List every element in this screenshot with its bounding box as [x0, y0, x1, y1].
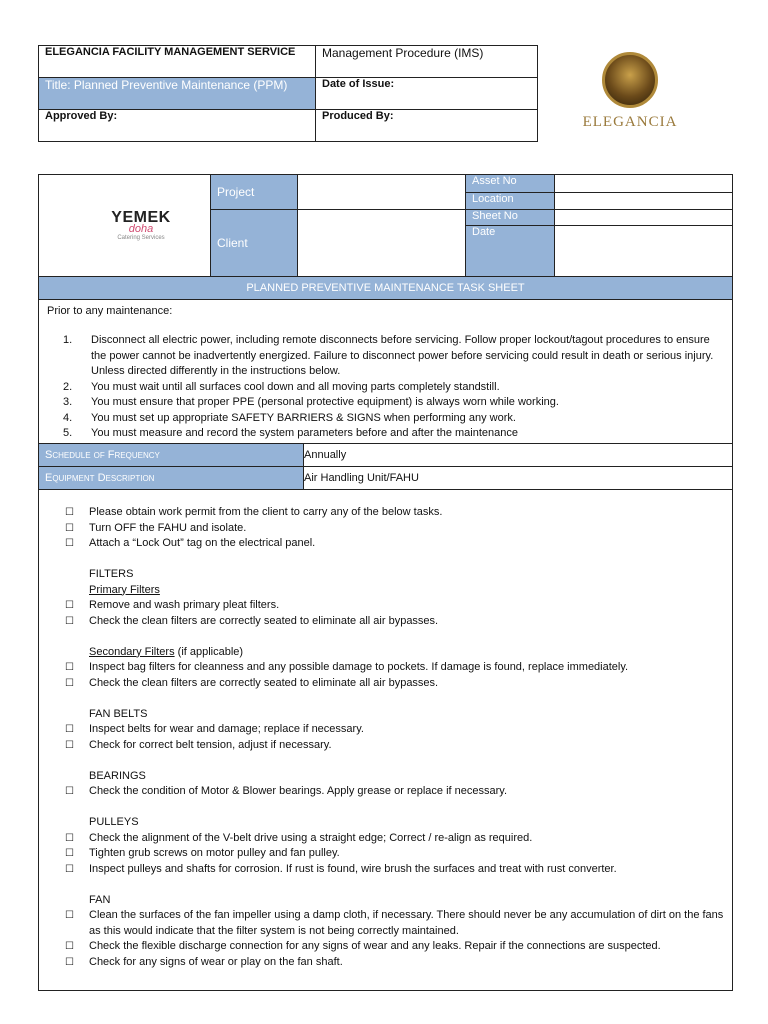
list-item	[63, 426, 728, 442]
task-item	[65, 598, 730, 614]
task-item	[65, 505, 730, 521]
checkbox[interactable]: ☐	[65, 941, 74, 952]
document-header-table	[38, 45, 538, 142]
client-label: Client	[211, 209, 298, 276]
schedule-label: Schedule of Frequency	[39, 444, 304, 466]
task-item	[65, 614, 730, 630]
checkbox[interactable]: ☐	[65, 910, 74, 921]
elegancia-emblem-icon	[602, 52, 658, 108]
list-item	[63, 380, 728, 396]
client-value[interactable]	[298, 209, 466, 276]
task-text: Tighten grub screws on motor pulley and fan pulley.	[89, 847, 340, 859]
secondary-filters-heading	[65, 645, 730, 661]
task-text: Clean the surfaces of the fan impeller using a damp cloth, if necessary. There should never be any accumulation of dirt on the fans as this would indicate that the filter system is not being correctly maintained.	[89, 909, 724, 937]
checkbox[interactable]: ☐	[65, 507, 74, 518]
equipment-row	[39, 466, 732, 490]
checkbox[interactable]: ☐	[65, 615, 74, 627]
task-text: Turn OFF the FAHU and isolate.	[89, 521, 247, 534]
primary-filters-heading: Primary Filters	[89, 583, 160, 596]
task-sheet	[38, 174, 733, 991]
task-text: Remove and wash primary pleat filters.	[89, 599, 280, 611]
checkbox[interactable]: ☐	[65, 956, 74, 968]
location-label: Location	[466, 192, 555, 209]
bearings-heading: BEARINGS	[89, 769, 146, 782]
task-text: Inspect bag filters for cleanness and any possible damage to pockets. If damage is found, replace immediately.	[89, 661, 629, 673]
task-item	[65, 521, 730, 537]
checkbox[interactable]: ☐	[65, 522, 74, 534]
task-item	[65, 660, 730, 676]
equipment-value: Air Handling Unit/FAHU	[304, 472, 419, 484]
checkbox[interactable]: ☐	[65, 786, 74, 797]
list-item	[63, 411, 728, 427]
task-item	[65, 846, 730, 862]
task-text: Check the condition of Motor & Blower bearings. Apply grease or replace if necessary.	[89, 785, 508, 797]
list-item	[63, 395, 728, 411]
task-sheet-title: PLANNED PREVENTIVE MAINTENANCE TASK SHEET	[39, 276, 732, 300]
precautions-list	[63, 333, 728, 442]
task-text: Inspect pulleys and shafts for corrosion. If rust is found, wire brush the surfaces and treat with rust converter.	[89, 862, 617, 875]
checkbox[interactable]: ☐	[65, 538, 74, 549]
client-logo-cell	[39, 175, 211, 276]
checkbox[interactable]: ☐	[65, 848, 74, 859]
checkbox[interactable]: ☐	[65, 739, 74, 751]
list-item	[63, 333, 728, 380]
task-item	[65, 536, 730, 552]
secondary-filters-note: (if applicable)	[174, 645, 244, 658]
task-item	[65, 831, 730, 847]
equipment-label: Equipment Description	[39, 467, 304, 489]
document-title: Title: Planned Preventive Maintenance (PPM)	[39, 78, 316, 110]
checkbox[interactable]: ☐	[65, 724, 74, 735]
item-number: 2.	[63, 380, 73, 393]
task-text: Please obtain work permit from the client to carry any of the below tasks.	[89, 506, 443, 518]
task-text: Check for correct belt tension, adjust if necessary.	[89, 738, 332, 751]
task-text: Attach a “Lock Out” tag on the electrical panel.	[89, 537, 316, 549]
elegancia-logo	[560, 52, 700, 142]
elegancia-logo-text: ELEGANCIA	[582, 114, 678, 130]
asset-no-value[interactable]	[555, 175, 733, 192]
yemek-logo-name: YEMEK	[111, 209, 171, 226]
location-value[interactable]	[555, 192, 733, 209]
item-number: 3.	[63, 396, 73, 408]
task-item	[65, 676, 730, 692]
item-text: You must set up appropriate SAFETY BARRIERS & SIGNS when performing any work.	[91, 411, 516, 424]
date-label: Date	[466, 225, 555, 276]
item-number: 1.	[63, 334, 73, 346]
checkbox[interactable]: ☐	[65, 832, 74, 844]
item-text: You must ensure that proper PPE (personal protective equipment) is always worn while working.	[91, 396, 559, 408]
filters-heading: FILTERS	[89, 568, 134, 580]
task-item	[65, 939, 730, 955]
item-text: Disconnect all electric power, including remote disconnects before servicing. Follow proper lockout/tagout procedures to ensure the power cannot be inadvertently energized. Failure to disconnect power before servicing could result in death or serious injury. Unless directed differently in the instructions below.	[91, 334, 714, 377]
task-item	[65, 738, 730, 754]
task-text: Check the clean filters are correctly seated to eliminate all air bypasses.	[89, 614, 439, 627]
prior-maintenance-heading: Prior to any maintenance:	[47, 305, 173, 317]
project-info-table	[39, 175, 732, 277]
yemek-logo-tag: Catering Services	[117, 235, 165, 241]
pulleys-heading: PULLEYS	[89, 816, 139, 828]
sheet-no-label: Sheet No	[466, 209, 555, 225]
task-item	[65, 955, 730, 971]
checkbox[interactable]: ☐	[65, 600, 74, 611]
asset-no-label: Asset No	[466, 175, 555, 192]
checkbox[interactable]: ☐	[65, 863, 74, 875]
fan-belts-heading: FAN BELTS	[89, 707, 148, 720]
checkbox[interactable]: ☐	[65, 677, 74, 689]
date-of-issue-label: Date of Issue:	[316, 78, 538, 110]
task-text: Inspect belts for wear and damage; replace if necessary.	[89, 723, 364, 735]
produced-by-label: Produced By:	[316, 110, 538, 142]
task-text: Check the alignment of the V-belt drive using a straight edge; Correct / re-align as required.	[89, 831, 533, 844]
task-text: Check for any signs of wear or play on the fan shaft.	[89, 955, 343, 968]
task-item	[65, 862, 730, 878]
company-name: ELEGANCIA FACILITY MANAGEMENT SERVICE	[39, 46, 316, 78]
yemek-logo-sub: doha	[128, 223, 154, 235]
task-checklist	[65, 505, 730, 970]
date-value[interactable]	[555, 225, 733, 276]
task-text: Check the flexible discharge connection for any signs of wear and any leaks. Repair if the connections are suspected.	[89, 940, 661, 952]
task-item	[65, 722, 730, 738]
fan-heading: FAN	[89, 893, 111, 906]
item-number: 4.	[63, 411, 73, 424]
task-item	[65, 784, 730, 800]
schedule-value: Annually	[304, 449, 347, 461]
item-number: 5.	[63, 427, 73, 439]
project-label: Project	[211, 175, 298, 209]
item-text: You must measure and record the system parameters before and after the maintenance	[91, 427, 518, 439]
task-item	[65, 908, 730, 939]
checkbox[interactable]: ☐	[65, 662, 74, 673]
schedule-row	[39, 443, 732, 466]
procedure-type: Management Procedure (IMS)	[316, 46, 538, 78]
secondary-filters-label: Secondary Filters	[89, 645, 175, 658]
project-value[interactable]	[298, 175, 466, 209]
task-text: Check the clean filters are correctly seated to eliminate all air bypasses.	[89, 676, 439, 689]
item-text: You must wait until all surfaces cool down and all moving parts completely standstill.	[91, 380, 500, 393]
sheet-no-value[interactable]	[555, 209, 733, 225]
approved-by-label: Approved By:	[39, 110, 316, 142]
yemek-logo	[91, 209, 191, 241]
